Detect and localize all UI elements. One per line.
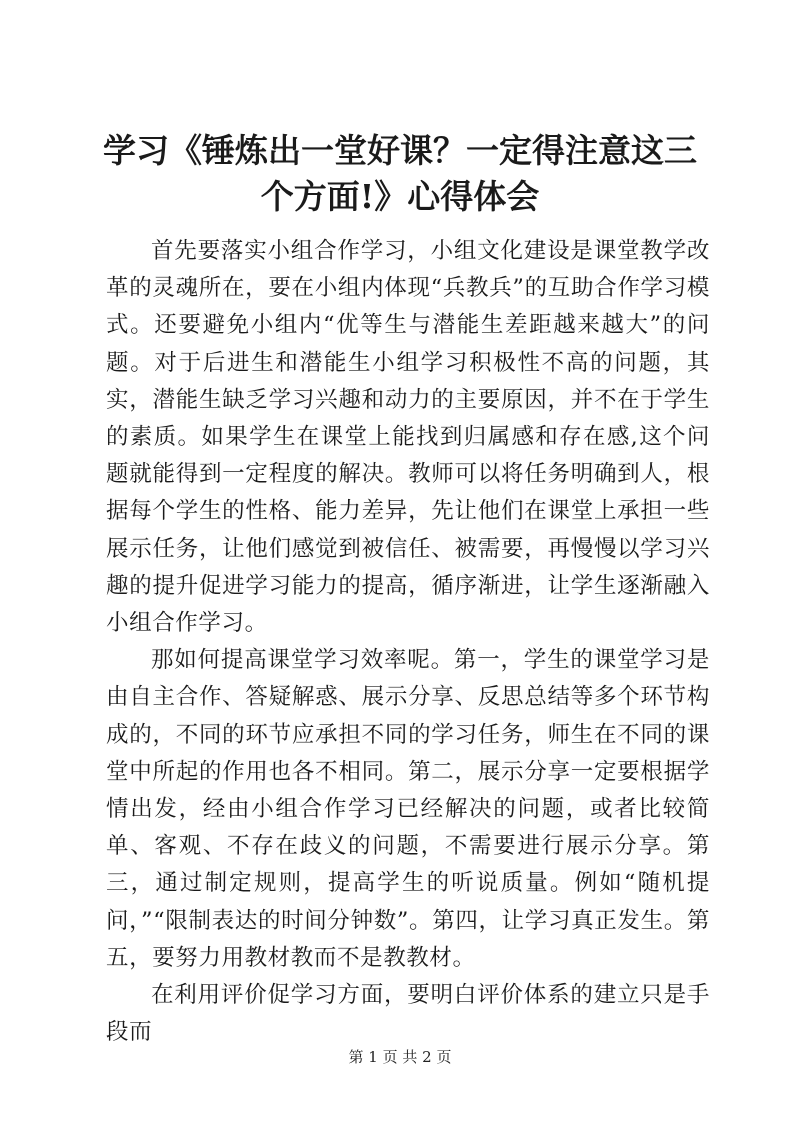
page-footer: 第 1 页 共 2 页 [348,1048,452,1066]
paragraph-2: 那如何提高课堂学习效率呢。第一，学生的课堂学习是由自主合作、答疑解惑、展示分享、反思总结等多个环节构成的，不同的环节应承担不同的学习任务，师生在不同的课堂中所起的作用也各不相同。第二，展示分享一定要根据学情出发，经由小组合作学习已经解决的问题，或者比较简单、客观、不存在歧义的问题，不需要进行展示分享。第三，通过制定规则，提高学生的听说质量。例如“随机提问，”“限制表达的时间分钟数”。第四，让学习真正发生。第五，要努力用教材教而不是教教材。 [106,647,710,971]
document-body [106,233,710,1051]
paragraph-3: 在利用评价促学习方面，要明白评价体系的建立只是手段而 [106,982,710,1046]
document-title: 学习《锤炼出一堂好课？一定得注意这三个方面!》心得体会 [103,131,697,216]
paragraph-1: 首先要落实小组合作学习，小组文化建设是课堂教学改革的灵魂所在，要在小组内体现“兵教兵”的互助合作学习模式。还要避免小组内“优等生与潜能生差距越来越大”的问题。对于后进生和潜能生小组学习积极性不高的问题，其实，潜能生缺乏学习兴趣和动力的主要原因，并不在于学生的素质。如果学生在课堂上能找到归属感和存在感,这个问题就能得到一定程度的解决。教师可以将任务明确到人，根据每个学生的性格、能力差异，先让他们在课堂上承担一些展示任务，让他们感觉到被信任、被需要，再慢慢以学习兴趣的提升促进学习能力的提高，循序渐进，让学生逐渐融入小组合作学习。 [106,238,710,637]
